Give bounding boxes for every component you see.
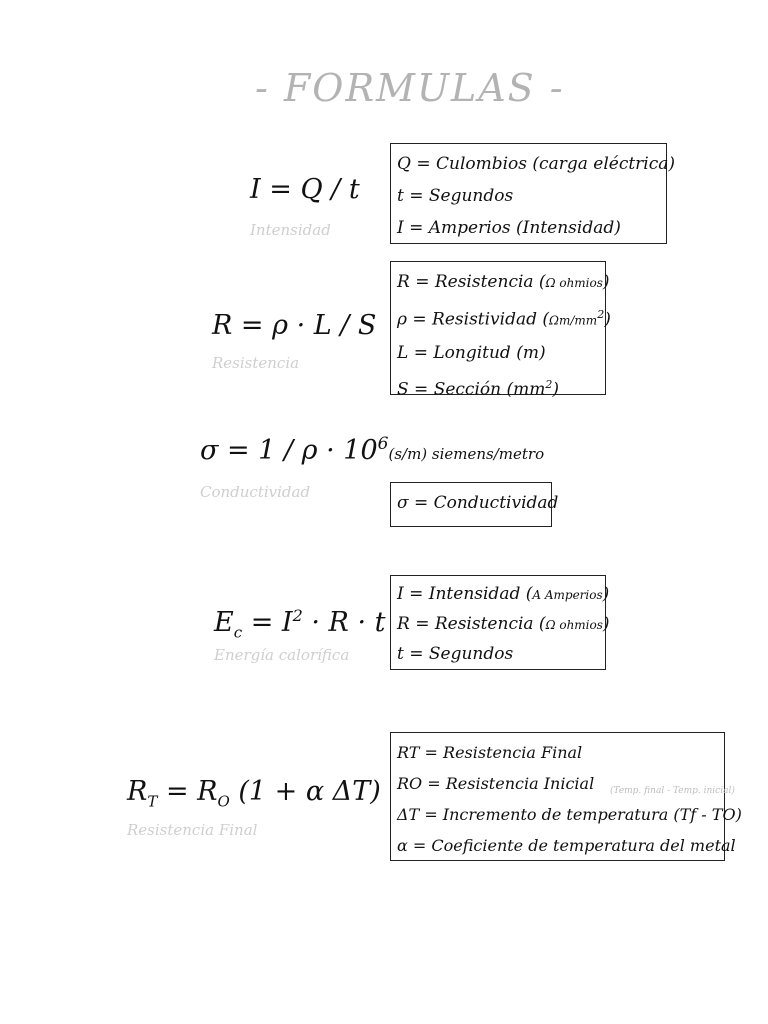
definition-q: Q = Culombios (carga eléctrica) bbox=[397, 154, 676, 174]
formula-resistencia-final: $R_T = R_O$ (1 + α ΔT) bbox=[127, 776, 381, 811]
definition-sigma: σ = Conductividad bbox=[397, 493, 559, 513]
definition-intensidad: I = Intensidad (A Amperios) bbox=[397, 584, 610, 604]
exponent-six: 6 bbox=[377, 434, 389, 454]
caption-energia: Energía calorífica bbox=[214, 646, 350, 664]
definition-ro: RO = Resistencia Inicial bbox=[397, 774, 595, 793]
formula-energia: $E_c = I^2 \cdot R \cdot t$ bbox=[214, 606, 386, 642]
definition-rho: ρ = Resistividad $(\Omega m/mm^2)$ bbox=[397, 308, 611, 330]
definition-segundos: t = Segundos bbox=[397, 644, 514, 664]
formula-conductividad: $\sigma = 1 / \rho \cdot 10^6(s/m)$ siemens/metro bbox=[200, 434, 545, 466]
formula-intensidad: I = Q / t bbox=[250, 174, 360, 205]
definitions-box-resistencia bbox=[390, 261, 611, 400]
conductividad-unit: (s/m) siemens/metro bbox=[388, 445, 545, 463]
caption-intensidad: Intensidad bbox=[250, 221, 331, 239]
definitions-box-intensidad bbox=[390, 143, 676, 244]
unit-ohm-m-mm2: Ωm/mm bbox=[549, 313, 598, 328]
definition-rt: RT = Resistencia Final bbox=[397, 743, 583, 762]
definitions-box-conductividad bbox=[390, 482, 559, 527]
definition-resistencia: R = Resistencia (Ω ohmios) bbox=[397, 614, 610, 634]
definition-i: I = Amperios (Intensidad) bbox=[397, 218, 621, 238]
definition-l: L = Longitud (m) bbox=[397, 342, 546, 363]
unit-ohm: Ω ohmios bbox=[545, 276, 603, 290]
caption-conductividad: Conductividad bbox=[200, 483, 311, 501]
caption-resistencia-final: Resistencia Final bbox=[127, 821, 258, 839]
formula-resistencia: R = ρ · L / S bbox=[212, 310, 377, 341]
definition-r: R = Resistencia (Ω ohmios) bbox=[397, 272, 610, 292]
temperature-note: (Temp. final - Temp. inicial) bbox=[610, 786, 735, 796]
definitions-box-resistencia-final bbox=[390, 732, 742, 861]
caption-resistencia: Resistencia bbox=[212, 354, 300, 372]
definition-alpha: α = Coeficiente de temperatura del metal bbox=[397, 836, 736, 855]
page-title: - FORMULAS - bbox=[255, 66, 565, 110]
definition-t: t = Segundos bbox=[397, 186, 514, 206]
definitions-box-energia bbox=[390, 575, 610, 670]
definition-delta-t: ΔT = Incremento de temperatura (Tf - TO) bbox=[397, 805, 742, 824]
definition-s: S = Sección $(mm^2)$ bbox=[397, 377, 559, 400]
